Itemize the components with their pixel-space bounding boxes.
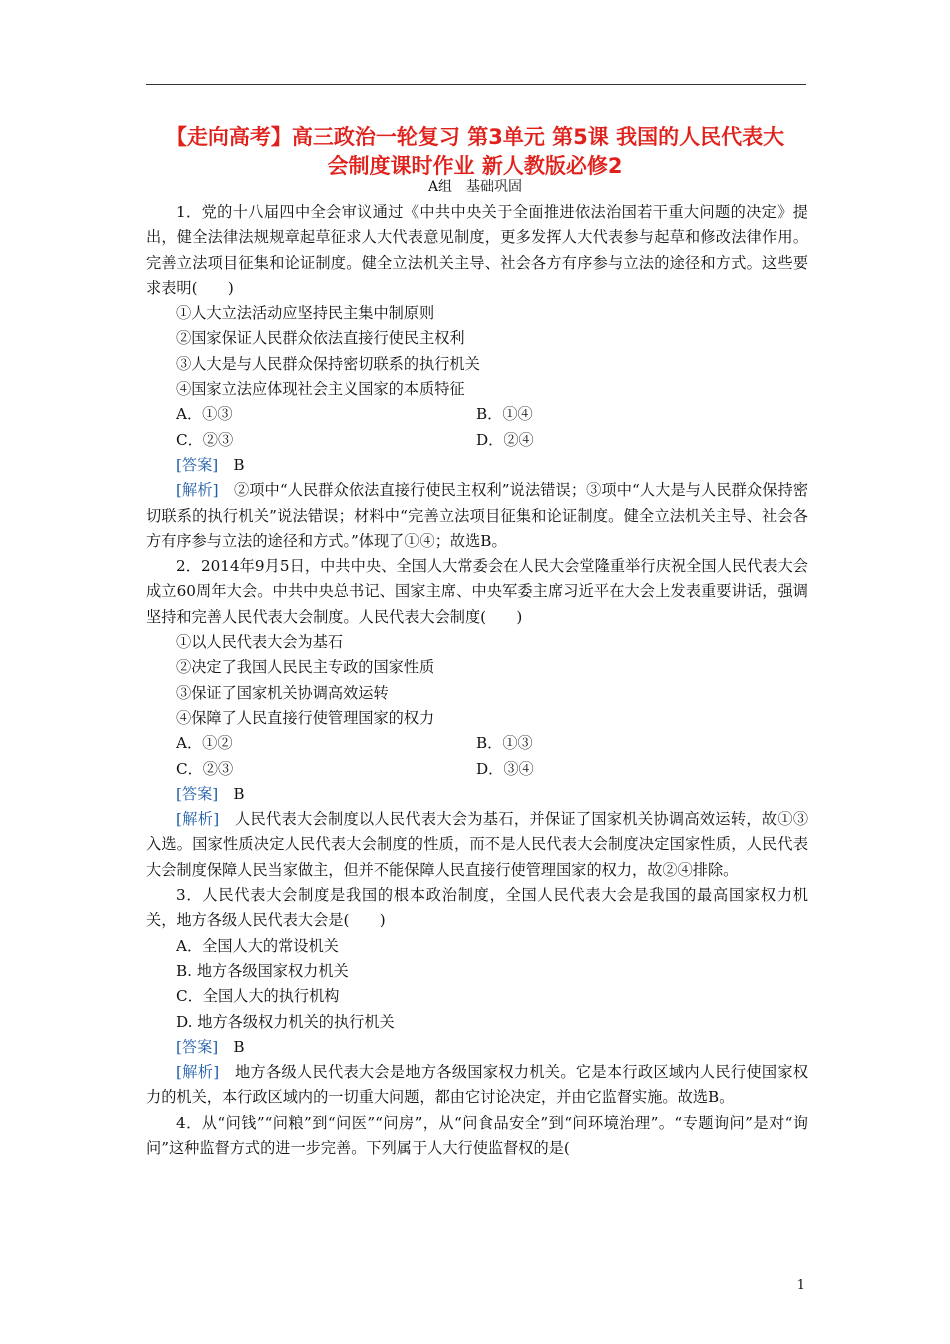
q1-answer	[146, 453, 808, 478]
q1-option-d: D．②④	[476, 430, 534, 449]
answer-tag: [答案]	[176, 1037, 219, 1056]
q2-option-c: C．②③	[176, 759, 234, 778]
q2-item-4: ④保障了人民直接行使管理国家的权力	[176, 708, 435, 727]
q3-stem: 3．人民代表大会制度是我国的根本政治制度，全国人民代表大会是我国的最高国家权力机关，地方各级人民代表大会是( )	[146, 886, 808, 930]
q2-item-3: ③保证了国家机关协调高效运转	[176, 683, 389, 702]
q4-stem: 4．从“问钱”“问粮”到“问医”“问房”，从“问食品安全”到“问环境治理”。“专题询问”是对“询问”这种监督方式的进一步完善。下列属于人大行使监督权的是(	[146, 1113, 808, 1157]
q3-analysis	[146, 1060, 808, 1111]
q1-analysis	[146, 478, 808, 554]
q2-options-row-2	[146, 757, 808, 782]
q2-option-a: A．①②	[176, 734, 233, 753]
q1-item-3: ③人大是与人民群众保持密切联系的执行机关	[176, 354, 480, 373]
q2-answer	[146, 782, 808, 807]
analysis-tag: [解析]	[176, 481, 219, 500]
q3-option-b: B. 地方各级国家权力机关	[176, 961, 349, 980]
group-label: A组 基础巩固	[427, 179, 523, 195]
q3-option-d: D. 地方各级权力机关的执行机关	[176, 1012, 395, 1031]
q2-item-2: ②决定了我国人民民主专政的国家性质	[176, 658, 435, 677]
q2-analysis-text: 人民代表大会制度以人民代表大会为基石，并保证了国家机关协调高效运转，故①③入选。国家性质决定人民代表大会制度的性质，而不是人民代表大会制度决定国家性质，人民代表大会制度保障人民当家做主，但并不能保障人民直接行使管理国家的权力，故②④排除。	[146, 810, 809, 879]
q2-option-b: B．①③	[476, 734, 533, 753]
q1-option-b: B．①④	[476, 405, 533, 424]
q2-option-d: D．③④	[476, 759, 534, 778]
q2-answer-value: B	[233, 784, 245, 803]
q3-answer-value: B	[233, 1037, 245, 1056]
document-title	[130, 123, 820, 181]
q3-analysis-text: 地方各级人民代表大会是地方各级国家权力机关。它是本行政区域内人民行使国家权力的机关，本行政区域内的一切重大问题，都由它讨论决定，并由它监督实施。故选B。	[146, 1063, 809, 1107]
header-rule	[146, 84, 806, 85]
answer-tag: [答案]	[176, 455, 219, 474]
q2-stem: 2．2014年9月5日，中共中央、全国人大常委会在人民大会堂隆重举行庆祝全国人民代表大会成立60周年大会。中共中央总书记、国家主席、中央军委主席习近平在大会上发表重要讲话，强调坚持和完善人民代表大会制度。人民代表大会制度( )	[146, 557, 808, 626]
q1-option-a: A．①③	[176, 405, 233, 424]
q1-option-c: C．②③	[176, 430, 234, 449]
q2-analysis	[146, 807, 808, 883]
answer-tag: [答案]	[176, 784, 219, 803]
analysis-tag: [解析]	[176, 810, 220, 829]
q3-option-c: C．全国人大的执行机构	[176, 987, 340, 1006]
q1-options-row-1	[146, 402, 808, 427]
q1-stem: 1．党的十八届四中全会审议通过《中共中央关于全面推进依法治国若干重大问题的决定》提出，健全法律法规规章起草征求人大代表意见制度，更多发挥人大代表参与起草和修改法律作用。完善立法项目征集和论证制度。健全立法机关主导、社会各方有序参与立法的途径和方式。这些要求表明( )	[146, 203, 808, 297]
q3-answer	[146, 1035, 808, 1060]
q2-options-row-1	[146, 731, 808, 756]
q1-analysis-text: ②项中“人民群众依法直接行使民主权利”说法错误；③项中“人大是与人民群众保持密切联系的执行机关”说法错误；材料中“完善立法项目征集和论证制度。健全立法机关主导、社会各方有序参与立法的途径和方式。”体现了①④；故选B。	[146, 481, 809, 550]
analysis-tag: [解析]	[176, 1063, 220, 1082]
q1-answer-value: B	[233, 455, 245, 474]
title-line-1: 【走向高考】高三政治一轮复习 第3单元 第5课 我国的人民代表大	[165, 125, 785, 149]
title-line-2: 会制度课时作业 新人教版必修2	[327, 154, 623, 178]
q1-item-1: ①人大立法活动应坚持民主集中制原则	[176, 304, 435, 323]
q1-item-2: ②国家保证人民群众依法直接行使民主权利	[176, 329, 465, 348]
page-number: 1	[796, 1278, 805, 1293]
q3-option-a: A．全国人大的常设机关	[176, 936, 339, 955]
document-body	[146, 200, 808, 1161]
q1-item-4: ④国家立法应体现社会主义国家的本质特征	[176, 380, 465, 399]
q1-options-row-2	[146, 428, 808, 453]
q2-item-1: ①以人民代表大会为基石	[176, 633, 344, 652]
